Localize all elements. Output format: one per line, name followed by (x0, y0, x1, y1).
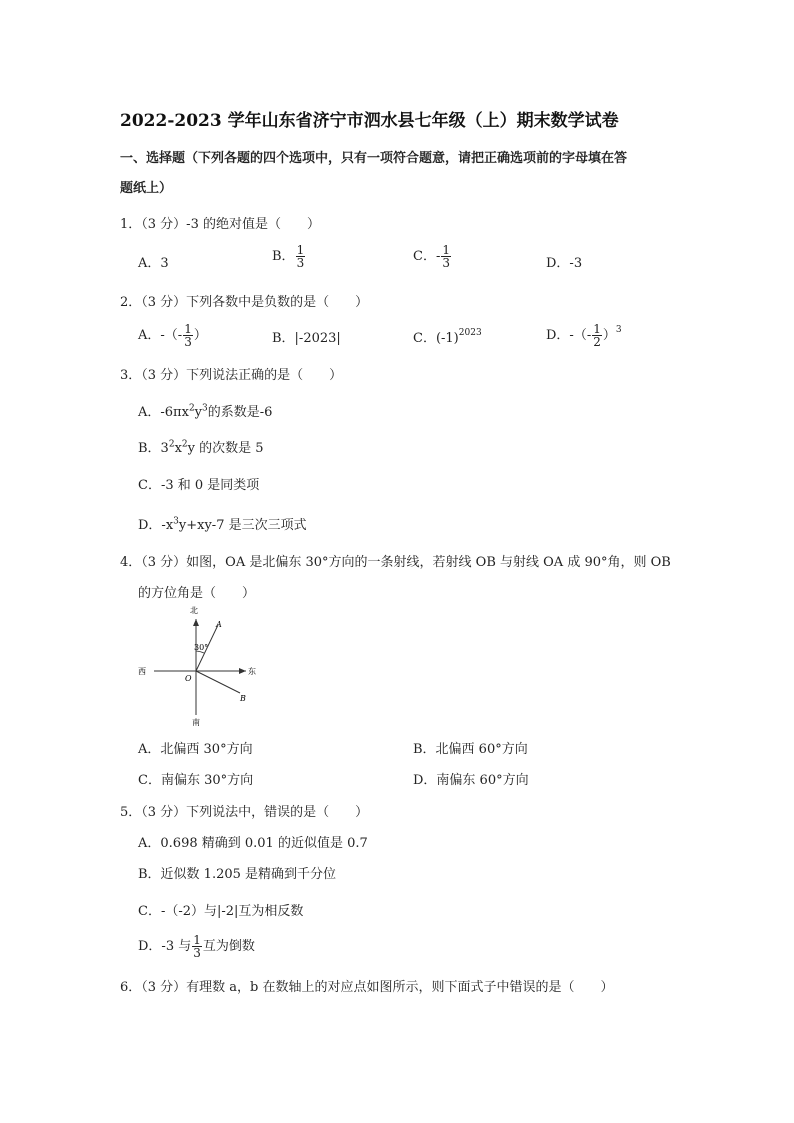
q3-a-exp2: 3 (202, 403, 208, 414)
q1-option-b-prefix: B． (272, 249, 295, 264)
q2-option-d-exponent: 3 (615, 325, 622, 335)
q4-option-a: A．北偏西 30°方向 (138, 742, 253, 757)
q5-option-c: C．-（-2）与|-2|互为相反数 (138, 904, 304, 919)
q2-d-numerator: 1 (593, 322, 601, 336)
q3-a-mid: y (194, 405, 203, 420)
q1-option-c-fraction (441, 244, 451, 269)
q3-b-suffix: y 的次数是 5 (187, 441, 264, 456)
q1-c-denominator: 3 (442, 256, 450, 270)
q1-option-c (413, 244, 452, 269)
q3-b-mid: x (174, 441, 182, 456)
q3-b-exp2: 2 (181, 439, 188, 450)
label-east: 东 (248, 667, 256, 676)
ray-ob (196, 671, 240, 693)
q1-option-b-fraction (296, 244, 306, 269)
section-heading-line1: 一、选择题（下列各题的四个选项中，只有一项符合题意，请把正确选项前的字母填在答 (120, 151, 628, 166)
q2-option-a-fraction (183, 323, 193, 348)
compass-figure (134, 605, 264, 727)
q2-option-a-suffix: ） (193, 328, 207, 343)
q4-option-b: B．北偏西 60°方向 (413, 742, 528, 757)
q3-d-prefix: D．-x (138, 518, 174, 533)
q1-option-b (272, 244, 306, 269)
q1-b-numerator: 1 (296, 243, 305, 257)
q4-option-c: C．南偏东 30°方向 (138, 773, 254, 788)
page-title: 2022-2023 学年山东省济宁市泗水县七年级（上）期末数学试卷 (120, 111, 619, 131)
q3-a-suffix: 的系数是-6 (207, 405, 273, 420)
q3-b-prefix: B．3 (138, 441, 169, 456)
q1-option-c-prefix: C． (413, 249, 436, 264)
q2-option-d (546, 323, 622, 348)
label-point-b: B (240, 694, 246, 703)
q5-stem: 5．（3 分）下列说法中，错误的是（ ） (120, 805, 369, 820)
q2-option-a-prefix: A．-（- (138, 328, 183, 343)
label-west: 西 (138, 667, 146, 676)
q4-stem-line2: 的方位角是（ ） (138, 586, 256, 601)
q1-option-a: A．3 (138, 256, 169, 271)
q3-option-a (138, 401, 272, 420)
q2-a-numerator: 1 (184, 322, 192, 336)
q2-d-denominator: 2 (593, 335, 601, 349)
label-north: 北 (190, 606, 198, 615)
q5-d-numerator: 1 (193, 933, 201, 947)
label-angle: 30° (194, 643, 209, 652)
q5-option-a: A．0.698 精确到 0.01 的近似值是 0.7 (138, 836, 368, 851)
q3-stem: 3．（3 分）下列说法正确的是（ ） (120, 368, 343, 383)
q2-option-d-suffix: ） (602, 328, 616, 343)
q5-option-b: B．近似数 1.205 是精确到千分位 (138, 867, 337, 882)
q5-option-d (138, 934, 255, 959)
q3-option-d (138, 514, 307, 533)
section-heading-line2: 题纸上） (120, 181, 173, 196)
q5-d-suffix: 互为倒数 (202, 939, 255, 954)
q1-b-denominator: 3 (296, 256, 305, 270)
q2-option-c-base: C．(-1) (413, 331, 459, 346)
q3-d-exp: 3 (173, 516, 179, 527)
q2-option-d-prefix: D．-（- (546, 328, 592, 343)
q1-option-d: D．-3 (546, 256, 583, 271)
q5-d-fraction (192, 934, 202, 959)
label-south: 南 (192, 718, 200, 727)
q5-d-prefix: D．-3 与 (138, 939, 192, 954)
q5-d-denominator: 3 (193, 946, 201, 960)
q4-stem-line1: 4．（3 分）如图，OA 是北偏东 30°方向的一条射线，若射线 OB 与射线 OA 成 90°角，则 OB (120, 555, 671, 570)
q2-stem: 2．（3 分）下列各数中是负数的是（ ） (120, 295, 369, 310)
q3-a-prefix: A．-6πx (138, 405, 189, 420)
q1-stem: 1．（3 分）-3 的绝对值是（ ） (120, 217, 320, 232)
q3-option-b (138, 437, 264, 456)
label-origin: O (185, 674, 192, 683)
q1-option-c-sign: - (435, 249, 441, 264)
q3-a-exp1: 2 (188, 403, 195, 414)
q4-option-d: D．南偏东 60°方向 (413, 773, 529, 788)
label-point-a: A (216, 620, 222, 629)
q3-d-suffix: y+xy-7 是三次三项式 (178, 518, 307, 533)
q2-option-c-exponent: 2023 (458, 328, 482, 338)
q6-stem: 6．（3 分）有理数 a，b 在数轴上的对应点如图所示，则下面式子中错误的是（ ） (120, 980, 614, 995)
q3-b-exp1: 2 (168, 439, 175, 450)
q1-c-numerator: 1 (442, 243, 450, 257)
q2-option-c (413, 327, 482, 346)
q2-a-denominator: 3 (184, 335, 192, 349)
q3-option-c: C．-3 和 0 是同类项 (138, 478, 260, 493)
q2-option-a (138, 323, 207, 348)
q2-option-b: B．|-2023| (272, 331, 341, 346)
q2-option-d-fraction (592, 323, 602, 348)
